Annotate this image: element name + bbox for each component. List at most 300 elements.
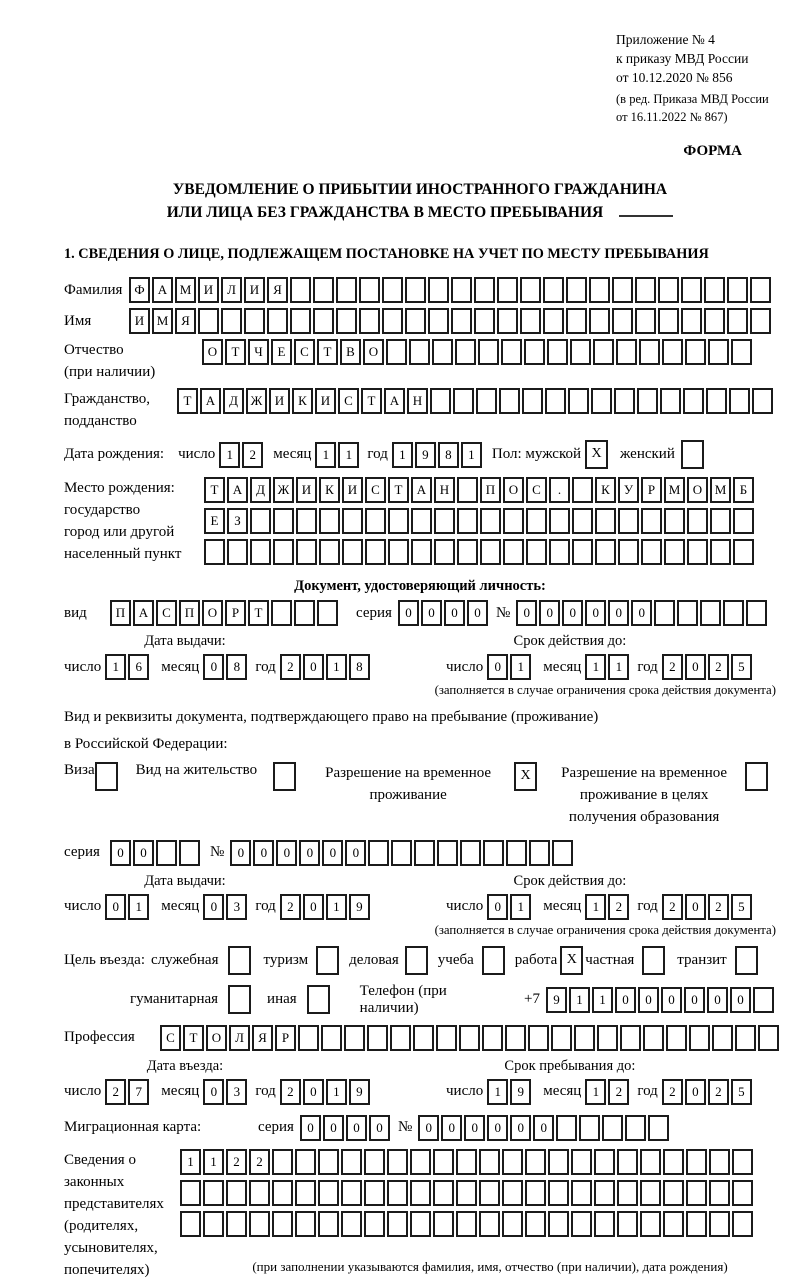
form-cell[interactable] [456,1180,477,1206]
form-cell[interactable] [411,539,432,565]
form-cell[interactable] [359,277,380,303]
form-cell[interactable]: . [549,477,570,503]
form-cell[interactable] [433,1180,454,1206]
form-cell[interactable] [520,308,541,334]
form-cell[interactable] [700,600,721,626]
form-cell[interactable] [525,1211,546,1237]
form-cell[interactable] [727,308,748,334]
form-cell[interactable]: 2 [662,1079,683,1105]
form-cell[interactable] [365,508,386,534]
form-cell[interactable] [382,308,403,334]
form-cell[interactable] [364,1149,385,1175]
form-cell[interactable] [643,1025,664,1051]
form-cell[interactable] [273,762,296,791]
form-cell[interactable]: 3 [226,894,247,920]
form-cell[interactable] [272,1180,293,1206]
form-cell[interactable] [336,308,357,334]
form-cell[interactable] [318,1149,339,1175]
form-cell[interactable] [589,277,610,303]
form-cell[interactable] [572,539,593,565]
form-cell[interactable] [342,539,363,565]
form-cell[interactable]: 1 [326,654,347,680]
form-cell[interactable] [295,1149,316,1175]
form-cell[interactable] [344,1025,365,1051]
form-cell[interactable] [95,762,118,791]
form-cell[interactable]: Л [221,277,242,303]
form-cell[interactable] [709,1211,730,1237]
form-cell[interactable]: 0 [345,840,366,866]
form-cell[interactable]: 2 [280,894,301,920]
form-cell[interactable] [388,508,409,534]
form-cell[interactable] [228,985,251,1014]
form-cell[interactable] [455,339,476,365]
form-cell[interactable] [620,1025,641,1051]
form-cell[interactable] [295,1180,316,1206]
form-cell[interactable]: И [315,388,336,414]
form-cell[interactable] [436,1025,457,1051]
form-cell[interactable] [681,277,702,303]
form-cell[interactable]: 0 [105,894,126,920]
form-cell[interactable]: 0 [487,654,508,680]
form-cell[interactable]: 0 [369,1115,390,1141]
form-cell[interactable] [556,1115,577,1141]
form-cell[interactable] [522,388,543,414]
form-cell[interactable]: 2 [226,1149,247,1175]
form-cell[interactable] [566,277,587,303]
form-cell[interactable] [594,1180,615,1206]
form-cell[interactable] [364,1180,385,1206]
form-cell[interactable] [595,539,616,565]
form-cell[interactable] [341,1180,362,1206]
form-cell[interactable]: Т [225,339,246,365]
form-cell[interactable]: Я [175,308,196,334]
form-cell[interactable]: 1 [585,894,606,920]
form-cell[interactable]: 2 [662,654,683,680]
form-cell[interactable] [405,308,426,334]
form-cell[interactable]: 5 [731,654,752,680]
form-cell[interactable] [640,1149,661,1175]
form-cell[interactable]: Е [204,508,225,534]
form-cell[interactable] [387,1149,408,1175]
form-cell[interactable]: 5 [731,1079,752,1105]
form-cell[interactable]: З [227,508,248,534]
form-cell[interactable] [313,277,334,303]
form-cell[interactable] [710,508,731,534]
form-cell[interactable] [704,277,725,303]
form-cell[interactable] [687,539,708,565]
form-cell[interactable] [735,946,758,975]
form-cell[interactable]: М [175,277,196,303]
form-cell[interactable] [641,539,662,565]
form-cell[interactable] [502,1211,523,1237]
form-cell[interactable]: У [618,477,639,503]
form-cell[interactable] [390,1025,411,1051]
form-cell[interactable] [594,1211,615,1237]
form-cell[interactable] [591,388,612,414]
form-cell[interactable]: 2 [242,442,263,468]
form-cell[interactable] [571,1180,592,1206]
form-cell[interactable]: Р [275,1025,296,1051]
form-cell[interactable]: 2 [608,894,629,920]
form-cell[interactable]: 2 [280,654,301,680]
form-cell[interactable]: 0 [441,1115,462,1141]
form-cell[interactable] [198,308,219,334]
form-cell[interactable]: Т [317,339,338,365]
form-cell[interactable]: 1 [510,894,531,920]
form-cell[interactable] [658,277,679,303]
form-cell[interactable]: 0 [631,600,652,626]
form-cell[interactable]: 0 [303,894,324,920]
form-cell[interactable] [319,508,340,534]
form-cell[interactable] [428,308,449,334]
form-cell[interactable] [709,1180,730,1206]
form-cell[interactable] [451,308,472,334]
form-cell[interactable] [457,508,478,534]
form-cell[interactable] [405,277,426,303]
form-cell[interactable]: 1 [315,442,336,468]
form-cell[interactable] [433,1149,454,1175]
form-cell[interactable] [474,277,495,303]
form-cell[interactable] [686,1211,707,1237]
form-cell[interactable]: С [338,388,359,414]
form-cell[interactable]: X [585,440,608,469]
form-cell[interactable]: А [384,388,405,414]
form-cell[interactable] [391,840,412,866]
form-cell[interactable]: 1 [592,987,613,1013]
form-cell[interactable]: С [160,1025,181,1051]
form-cell[interactable]: 0 [562,600,583,626]
form-cell[interactable]: С [294,339,315,365]
form-cell[interactable] [548,1211,569,1237]
form-cell[interactable] [524,339,545,365]
form-cell[interactable] [228,946,251,975]
form-cell[interactable] [637,388,658,414]
form-cell[interactable] [295,1211,316,1237]
form-cell[interactable] [502,1149,523,1175]
form-cell[interactable] [681,308,702,334]
form-cell[interactable] [479,1211,500,1237]
form-cell[interactable] [753,987,774,1013]
form-cell[interactable]: 8 [438,442,459,468]
form-cell[interactable] [250,539,271,565]
form-cell[interactable] [663,1180,684,1206]
form-cell[interactable]: 1 [608,654,629,680]
form-cell[interactable] [290,277,311,303]
form-cell[interactable] [341,1211,362,1237]
form-cell[interactable]: В [340,339,361,365]
form-cell[interactable] [318,1211,339,1237]
form-cell[interactable] [180,1180,201,1206]
form-cell[interactable] [735,1025,756,1051]
form-cell[interactable] [528,1025,549,1051]
form-cell[interactable] [687,508,708,534]
form-cell[interactable]: 1 [585,654,606,680]
form-cell[interactable] [453,388,474,414]
form-cell[interactable] [663,1211,684,1237]
form-cell[interactable] [460,840,481,866]
form-cell[interactable] [525,1180,546,1206]
form-cell[interactable] [681,440,704,469]
form-cell[interactable]: 0 [253,840,274,866]
form-cell[interactable]: А [200,388,221,414]
form-cell[interactable]: 0 [730,987,751,1013]
form-cell[interactable] [273,539,294,565]
form-cell[interactable]: Т [183,1025,204,1051]
form-cell[interactable] [732,1149,753,1175]
form-cell[interactable] [593,339,614,365]
form-cell[interactable] [663,1149,684,1175]
form-cell[interactable] [382,277,403,303]
form-cell[interactable] [654,600,675,626]
form-cell[interactable] [758,1025,779,1051]
form-cell[interactable] [432,339,453,365]
form-cell[interactable] [686,1149,707,1175]
form-cell[interactable] [662,339,683,365]
form-cell[interactable] [732,1180,753,1206]
form-cell[interactable] [479,1149,500,1175]
form-cell[interactable] [410,1180,431,1206]
form-cell[interactable] [156,840,177,866]
form-cell[interactable] [683,388,704,414]
form-cell[interactable] [660,388,681,414]
form-cell[interactable]: Ф [129,277,150,303]
form-cell[interactable]: Е [271,339,292,365]
form-cell[interactable]: Я [252,1025,273,1051]
form-cell[interactable]: И [198,277,219,303]
form-cell[interactable] [506,840,527,866]
form-cell[interactable]: Л [229,1025,250,1051]
form-cell[interactable] [387,1211,408,1237]
form-cell[interactable]: А [152,277,173,303]
form-cell[interactable]: 0 [539,600,560,626]
form-cell[interactable]: 0 [346,1115,367,1141]
form-cell[interactable] [316,946,339,975]
form-cell[interactable] [723,600,744,626]
form-cell[interactable] [548,1180,569,1206]
form-cell[interactable] [249,1211,270,1237]
form-cell[interactable]: 0 [133,840,154,866]
form-cell[interactable] [476,388,497,414]
form-cell[interactable]: 1 [338,442,359,468]
form-cell[interactable] [710,539,731,565]
form-cell[interactable] [364,1211,385,1237]
form-cell[interactable] [708,339,729,365]
form-cell[interactable] [480,508,501,534]
form-cell[interactable] [482,1025,503,1051]
form-cell[interactable]: А [411,477,432,503]
form-cell[interactable] [313,308,334,334]
form-cell[interactable]: X [560,946,583,975]
form-cell[interactable] [677,600,698,626]
form-cell[interactable] [616,339,637,365]
form-cell[interactable] [342,508,363,534]
form-cell[interactable]: 0 [323,1115,344,1141]
form-cell[interactable] [641,508,662,534]
form-cell[interactable] [409,339,430,365]
form-cell[interactable] [437,840,458,866]
form-cell[interactable] [543,277,564,303]
form-cell[interactable] [664,539,685,565]
form-cell[interactable]: Т [361,388,382,414]
form-cell[interactable] [226,1211,247,1237]
form-cell[interactable] [733,508,754,534]
form-cell[interactable] [272,1149,293,1175]
form-cell[interactable]: 9 [349,1079,370,1105]
form-cell[interactable] [483,840,504,866]
form-cell[interactable] [589,308,610,334]
form-cell[interactable] [336,277,357,303]
form-cell[interactable]: 9 [415,442,436,468]
form-cell[interactable] [594,1149,615,1175]
form-cell[interactable] [520,277,541,303]
form-cell[interactable]: 1 [585,1079,606,1105]
form-cell[interactable] [529,840,550,866]
form-cell[interactable] [746,600,767,626]
form-cell[interactable] [612,277,633,303]
form-cell[interactable] [750,308,771,334]
form-cell[interactable] [459,1025,480,1051]
form-cell[interactable] [612,308,633,334]
form-cell[interactable] [359,308,380,334]
form-cell[interactable] [405,946,428,975]
form-cell[interactable]: 1 [180,1149,201,1175]
form-cell[interactable]: К [595,477,616,503]
form-cell[interactable]: О [206,1025,227,1051]
form-cell[interactable] [571,1149,592,1175]
form-cell[interactable] [547,339,568,365]
form-cell[interactable] [543,308,564,334]
form-cell[interactable] [706,388,727,414]
form-cell[interactable]: 2 [708,654,729,680]
form-cell[interactable] [597,1025,618,1051]
form-cell[interactable] [709,1149,730,1175]
form-cell[interactable] [727,277,748,303]
form-cell[interactable]: И [342,477,363,503]
form-cell[interactable] [689,1025,710,1051]
form-cell[interactable]: 0 [608,600,629,626]
form-cell[interactable] [505,1025,526,1051]
form-cell[interactable]: Д [250,477,271,503]
form-cell[interactable]: 0 [203,894,224,920]
form-cell[interactable] [428,277,449,303]
form-cell[interactable]: 1 [203,1149,224,1175]
form-cell[interactable] [503,539,524,565]
form-cell[interactable]: 0 [303,654,324,680]
form-cell[interactable] [296,539,317,565]
form-cell[interactable]: 0 [299,840,320,866]
form-cell[interactable] [272,1211,293,1237]
form-cell[interactable]: 1 [128,894,149,920]
form-cell[interactable]: 0 [276,840,297,866]
form-cell[interactable] [614,388,635,414]
form-cell[interactable] [411,508,432,534]
form-cell[interactable] [221,308,242,334]
form-cell[interactable]: 2 [105,1079,126,1105]
form-cell[interactable]: 1 [219,442,240,468]
form-cell[interactable] [244,308,265,334]
form-cell[interactable]: 8 [349,654,370,680]
form-cell[interactable]: 9 [510,1079,531,1105]
form-cell[interactable] [482,946,505,975]
form-cell[interactable]: 0 [444,600,465,626]
form-cell[interactable]: Т [248,600,269,626]
form-cell[interactable]: 2 [608,1079,629,1105]
form-cell[interactable]: 1 [392,442,413,468]
form-cell[interactable]: 0 [685,654,706,680]
form-cell[interactable] [250,508,271,534]
form-cell[interactable]: Ж [273,477,294,503]
form-cell[interactable] [434,539,455,565]
form-cell[interactable]: И [244,277,265,303]
form-cell[interactable]: 0 [487,1115,508,1141]
form-cell[interactable]: М [664,477,685,503]
form-cell[interactable] [319,539,340,565]
title-blank-line[interactable] [619,203,673,217]
form-cell[interactable] [685,339,706,365]
form-cell[interactable]: 0 [585,600,606,626]
form-cell[interactable]: Р [225,600,246,626]
form-cell[interactable] [296,508,317,534]
form-cell[interactable] [548,1149,569,1175]
form-cell[interactable] [271,600,292,626]
form-cell[interactable]: 0 [230,840,251,866]
form-cell[interactable]: 0 [421,600,442,626]
form-cell[interactable] [434,508,455,534]
form-cell[interactable]: 0 [638,987,659,1013]
form-cell[interactable]: 0 [510,1115,531,1141]
form-cell[interactable] [731,339,752,365]
form-cell[interactable]: Я [267,277,288,303]
form-cell[interactable]: Д [223,388,244,414]
form-cell[interactable] [179,840,200,866]
form-cell[interactable] [430,388,451,414]
form-cell[interactable]: 0 [487,894,508,920]
form-cell[interactable] [273,508,294,534]
form-cell[interactable]: 0 [685,1079,706,1105]
form-cell[interactable]: 0 [464,1115,485,1141]
form-cell[interactable] [341,1149,362,1175]
form-cell[interactable]: М [710,477,731,503]
form-cell[interactable] [658,308,679,334]
form-cell[interactable]: 0 [684,987,705,1013]
form-cell[interactable]: П [110,600,131,626]
form-cell[interactable] [317,600,338,626]
form-cell[interactable]: П [480,477,501,503]
form-cell[interactable]: К [319,477,340,503]
form-cell[interactable] [686,1180,707,1206]
form-cell[interactable]: 1 [569,987,590,1013]
form-cell[interactable]: О [202,600,223,626]
form-cell[interactable] [410,1149,431,1175]
form-cell[interactable]: 6 [128,654,149,680]
form-cell[interactable]: 1 [487,1079,508,1105]
form-cell[interactable] [249,1180,270,1206]
form-cell[interactable]: С [365,477,386,503]
form-cell[interactable] [479,1180,500,1206]
form-cell[interactable]: 0 [203,1079,224,1105]
form-cell[interactable]: 5 [731,894,752,920]
form-cell[interactable] [307,985,330,1014]
form-cell[interactable] [617,1211,638,1237]
form-cell[interactable]: 0 [707,987,728,1013]
form-cell[interactable] [457,539,478,565]
form-cell[interactable] [664,508,685,534]
form-cell[interactable]: О [503,477,524,503]
form-cell[interactable] [501,339,522,365]
form-cell[interactable] [648,1115,669,1141]
form-cell[interactable] [414,840,435,866]
form-cell[interactable] [386,339,407,365]
